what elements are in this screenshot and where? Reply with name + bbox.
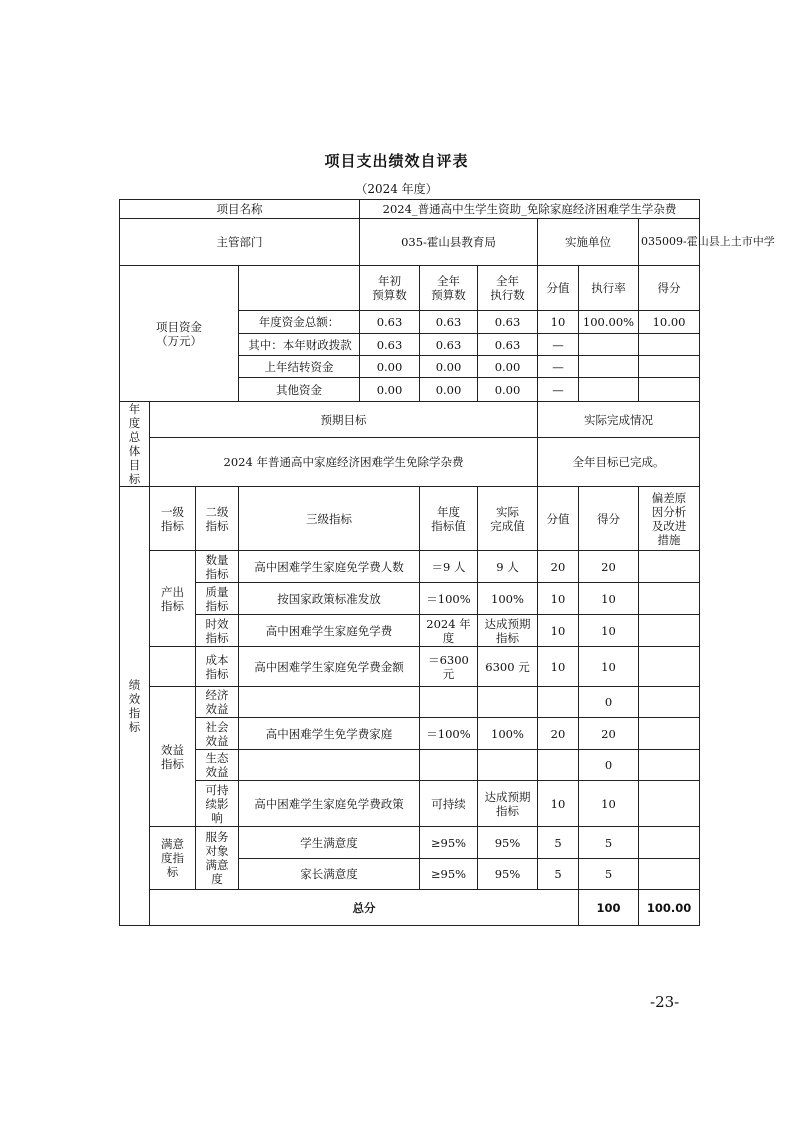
actual-value: 100% (478, 718, 538, 750)
year-subtitle: （2024 年度） (355, 182, 438, 196)
funds-cell: 0.00 (420, 378, 478, 402)
funds-cell: 10 (538, 311, 579, 334)
funds-cell: — (538, 378, 579, 402)
got-value: 5 (579, 827, 639, 859)
funds-cell (639, 356, 700, 378)
indicator-header: 分值 (538, 487, 579, 551)
actual-value (478, 750, 538, 781)
indicator-header: 二级 指标 (196, 487, 239, 551)
note-value (639, 583, 700, 615)
note-value (639, 859, 700, 890)
indicator-header: 一级 指标 (150, 487, 196, 551)
note-value (639, 687, 700, 718)
indicator-header: 偏差原 因分析 及改进 措施 (639, 487, 700, 551)
funds-cell: 0.00 (360, 356, 420, 378)
l3-indicator: 家长满意度 (239, 859, 420, 890)
actual-value: 达成预期 指标 (478, 615, 538, 647)
funds-cell: 0.63 (420, 311, 478, 334)
score-value: 5 (538, 859, 579, 890)
funds-header: 全年 执行数 (478, 266, 538, 311)
total-got: 100.00 (639, 890, 700, 926)
note-value (639, 718, 700, 750)
project-name-label: 项目名称 (120, 200, 360, 219)
target-value: ＝100% (420, 718, 478, 750)
target-value: ＝9 人 (420, 551, 478, 583)
target-value (420, 687, 478, 718)
funds-cell (579, 334, 639, 356)
score-value: 10 (538, 583, 579, 615)
note-value (639, 750, 700, 781)
funds-header-blank (239, 266, 360, 311)
satisfaction-indicator-label: 满意 度指 标 (150, 827, 196, 890)
funds-cell (579, 356, 639, 378)
funds-cell: 0.63 (420, 334, 478, 356)
page-number: -23- (650, 993, 680, 1011)
actual-value: 95% (478, 827, 538, 859)
got-value: 5 (579, 859, 639, 890)
score-value: 20 (538, 551, 579, 583)
got-value: 10 (579, 647, 639, 687)
score-value (538, 750, 579, 781)
department-label: 主管部门 (120, 219, 360, 266)
funds-row-label: 其中：本年财政拨款 (239, 334, 360, 356)
target-value: ＝6300 元 (420, 647, 478, 687)
funds-cell: 0.63 (360, 334, 420, 356)
funds-cell: 0.00 (478, 378, 538, 402)
l2-label: 经济 效益 (196, 687, 239, 718)
funds-label: 项目资金 （万元） (120, 266, 239, 402)
actual-value: 100% (478, 583, 538, 615)
funds-cell (579, 378, 639, 402)
cost-indicator-label (150, 647, 196, 687)
total-score: 100 (579, 890, 639, 926)
got-value: 0 (579, 750, 639, 781)
score-value: 10 (538, 647, 579, 687)
actual-status-header: 实际完成情况 (538, 402, 700, 438)
benefit-indicator-label: 效益 指标 (150, 687, 196, 827)
l2-label: 可持 续影 响 (196, 781, 239, 827)
score-value (538, 687, 579, 718)
actual-value: 达成预期 指标 (478, 781, 538, 827)
funds-cell: 10.00 (639, 311, 700, 334)
target-value: ＝100% (420, 583, 478, 615)
funds-cell: 0.63 (478, 334, 538, 356)
l2-label: 质量 指标 (196, 583, 239, 615)
got-value: 10 (579, 781, 639, 827)
funds-row-label: 上年结转资金 (239, 356, 360, 378)
l2-label: 社会 效益 (196, 718, 239, 750)
funds-header: 年初 预算数 (360, 266, 420, 311)
funds-cell (639, 334, 700, 356)
l2-label: 服务 对象 满意 度 (196, 827, 239, 890)
funds-cell: 100.00% (579, 311, 639, 334)
self-evaluation-table (119, 199, 775, 926)
l3-indicator: 高中困难学生家庭免学费政策 (239, 781, 420, 827)
indicator-header: 得分 (579, 487, 639, 551)
l3-indicator: 学生满意度 (239, 827, 420, 859)
actual-value: 6300 元 (478, 647, 538, 687)
got-value: 0 (579, 687, 639, 718)
l2-label: 成本 指标 (196, 647, 239, 687)
funds-row-label: 年度资金总额： (239, 311, 360, 334)
score-value: 5 (538, 827, 579, 859)
score-value: 10 (538, 615, 579, 647)
target-value: ≥95% (420, 827, 478, 859)
l3-indicator (239, 750, 420, 781)
funds-cell: 0.63 (478, 311, 538, 334)
note-value (639, 647, 700, 687)
actual-value: 95% (478, 859, 538, 890)
score-value: 10 (538, 781, 579, 827)
funds-cell: 0.00 (420, 356, 478, 378)
perf-indicators-label: 绩效指标 (120, 487, 150, 926)
l2-label: 数量 指标 (196, 551, 239, 583)
output-indicator-label: 产出 指标 (150, 551, 196, 647)
target-value: ≥95% (420, 859, 478, 890)
l3-indicator (239, 687, 420, 718)
funds-cell: 0.63 (360, 311, 420, 334)
funds-cell: 0.00 (478, 356, 538, 378)
funds-header: 执行率 (579, 266, 639, 311)
score-value: 20 (538, 718, 579, 750)
funds-cell: — (538, 334, 579, 356)
expected-goal-value: 2024 年普通高中家庭经济困难学生免除学杂费 (150, 438, 538, 487)
note-value (639, 781, 700, 827)
target-value (420, 750, 478, 781)
implementer-label: 实施单位 (538, 219, 639, 266)
page-title: 项目支出绩效自评表 (324, 152, 469, 170)
funds-cell: 0.00 (360, 378, 420, 402)
expected-goal-header: 预期目标 (150, 402, 538, 438)
funds-header: 分值 (538, 266, 579, 311)
got-value: 20 (579, 551, 639, 583)
got-value: 10 (579, 615, 639, 647)
l3-indicator: 高中困难学生家庭免学费人数 (239, 551, 420, 583)
actual-value (478, 687, 538, 718)
l2-label: 时效 指标 (196, 615, 239, 647)
got-value: 10 (579, 583, 639, 615)
total-label: 总分 (150, 890, 579, 926)
funds-row-label: 其他资金 (239, 378, 360, 402)
note-value (639, 551, 700, 583)
l3-indicator: 按国家政策标准发放 (239, 583, 420, 615)
l2-label: 生态 效益 (196, 750, 239, 781)
overall-goal-label: 年度总体目标 (120, 402, 150, 487)
note-value (639, 615, 700, 647)
funds-header: 全年 预算数 (420, 266, 478, 311)
got-value: 20 (579, 718, 639, 750)
target-value: 2024 年度 (420, 615, 478, 647)
funds-cell (639, 378, 700, 402)
l3-indicator: 高中困难学生家庭免学费 (239, 615, 420, 647)
l3-indicator: 高中困难学生免学费家庭 (239, 718, 420, 750)
indicator-header: 年度 指标值 (420, 487, 478, 551)
actual-value: 9 人 (478, 551, 538, 583)
target-value: 可持续 (420, 781, 478, 827)
funds-cell: — (538, 356, 579, 378)
l3-indicator: 高中困难学生家庭免学费金额 (239, 647, 420, 687)
funds-header: 得分 (639, 266, 700, 311)
actual-status-value: 全年目标已完成。 (538, 438, 700, 487)
indicator-header: 实际 完成值 (478, 487, 538, 551)
note-value (639, 827, 700, 859)
project-name-value: 2024_普通高中生学生资助_免除家庭经济困难学生学杂费 (360, 200, 700, 219)
implementer-value: 035009-霍山县上土市中学 (639, 219, 700, 266)
department-value: 035-霍山县教育局 (360, 219, 538, 266)
indicator-header: 三级指标 (239, 487, 420, 551)
